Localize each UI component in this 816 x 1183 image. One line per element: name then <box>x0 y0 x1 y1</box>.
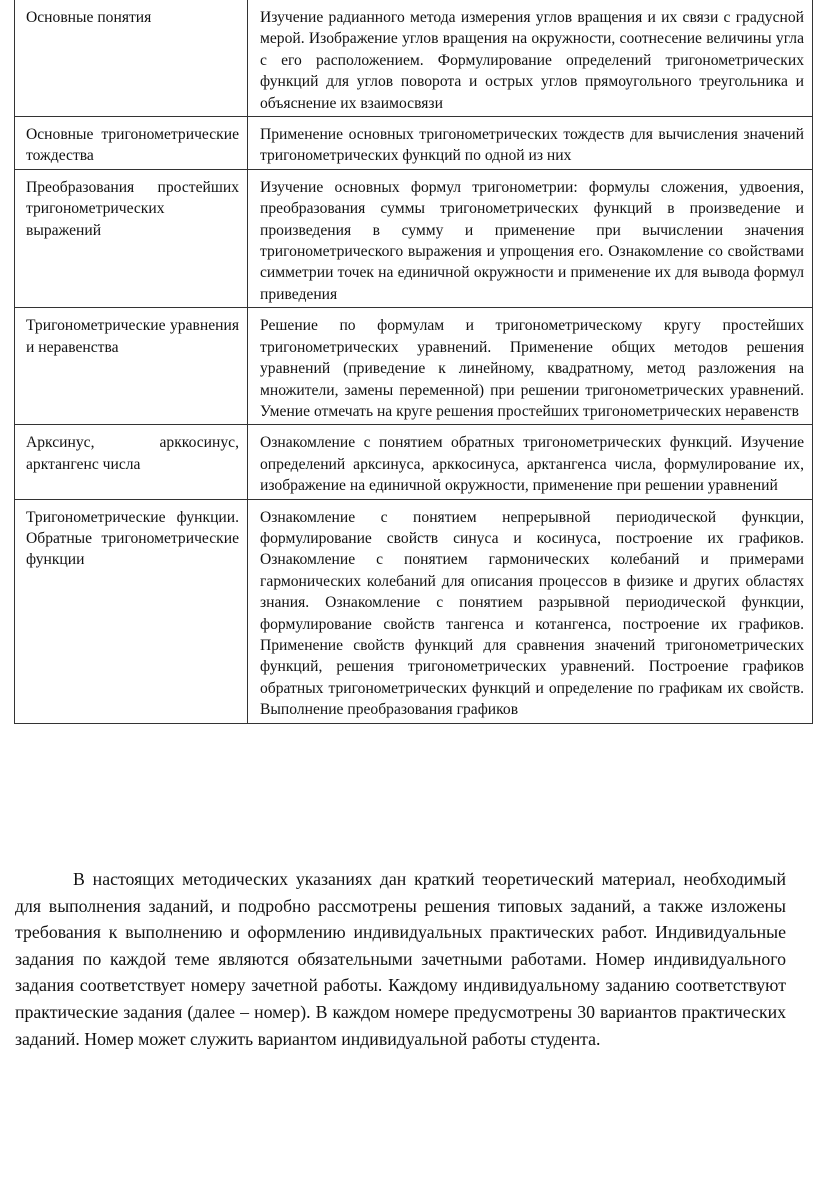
table-row <box>15 0 813 117</box>
topic-cell: Основные понятия <box>15 0 248 117</box>
topic-cell: Основные тригонометрические тождества <box>15 117 248 170</box>
table-row <box>15 169 813 307</box>
description-cell: Применение основных тригонометрических тождеств для вычисления значений тригонометрических функций по одной из них <box>248 117 813 170</box>
topic-cell: Арксинус, арккосинус, арктангенс числа <box>15 425 248 499</box>
description-cell: Ознакомление с понятием непрерывной периодической функции, формулирование свойств синуса и косинуса, построение их графиков. Ознакомление с понятием гармонических колебаний и примерами гармонических колебаний для описания процессов в физике и других областях знания. Ознакомление с понятием разрывной периодической функции, формулирование свойств тангенса и котангенса, построение их графиков. Применение свойств функций для сравнения значений тригонометрических функций, решения тригонометрических уравнений. Построение графиков обратных тригонометрических функций и определение по графикам их свойств. Выполнение преобразования графиков <box>248 499 813 723</box>
topic-cell: Преобразования простейших тригонометрических выражений <box>15 169 248 307</box>
table-row <box>15 425 813 499</box>
table-row <box>15 499 813 723</box>
description-cell: Ознакомление с понятием обратных тригонометрических функций. Изучение определений арксинуса, арккосинуса, арктангенса числа, формулирование их, изображение на единичной окружности, применение при решении уравнений <box>248 425 813 499</box>
intro-paragraph: В настоящих методических указаниях дан краткий теоретический материал, необходимый для выполнения заданий, и подробно рассмотрены решения типовых заданий, а также изложены требования к выполнению и оформлению индивидуальных практических работ. Индивидуальные задания по каждой теме являются обязательными зачетными работами. Номер индивидуального задания соответствует номеру зачетной работы. Каждому индивидуальному заданию соответствуют практические задания (далее – номер). В каждом номере предусмотрены 30 вариантов практических заданий. Номер может служить вариантом индивидуальной работы студента. <box>15 869 786 1049</box>
topics-table <box>14 0 813 724</box>
topic-cell: Тригонометрические функции. Обратные тригонометрические функции <box>15 499 248 723</box>
description-cell: Изучение основных формул тригонометрии: формулы сложения, удвоения, преобразования суммы тригонометрических функций в произведение и произведения в сумму и применение при вычислении значения тригонометрического выражения и упрощения его. Ознакомление со свойствами симметрии точек на единичной окружности и применение их для вывода формул приведения <box>248 169 813 307</box>
table-row <box>15 308 813 425</box>
topic-cell: Тригонометрические уравнения и неравенства <box>15 308 248 425</box>
table-row <box>15 117 813 170</box>
description-cell: Изучение радианного метода измерения углов вращения и их связи с градусной мерой. Изображение углов вращения на окружности, соотнесение величины угла с его расположением. Формулирование определений тригонометрических функций для углов поворота и острых углов прямоугольного треугольника и объяснение их взаимосвязи <box>248 0 813 117</box>
description-cell: Решение по формулам и тригонометрическому кругу простейших тригонометрических уравнений. Применение общих методов решения уравнений (приведение к линейному, квадратному, метод разложения на множители, замены переменной) при решении тригонометрических уравнений. Умение отмечать на круге решения простейших тригонометрических неравенств <box>248 308 813 425</box>
